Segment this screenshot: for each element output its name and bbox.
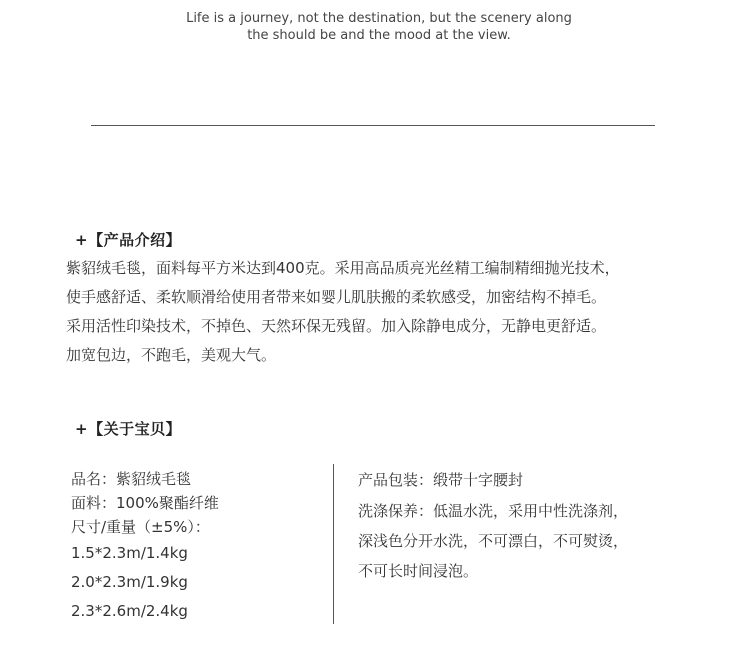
horizontal-divider <box>91 125 655 126</box>
spec-list-left <box>71 467 219 626</box>
size-option: 2.3*2.6m/2.4kg <box>71 602 188 620</box>
care-info-line: 深浅色分开水洗，不可漂白，不可熨烫， <box>358 532 629 550</box>
size-weight-label: 尺寸/重量（±5%）： <box>71 518 210 536</box>
product-material: 面料：100%聚酯纤维 <box>71 494 219 512</box>
product-intro-text <box>66 254 746 370</box>
tagline-line-2: the should be and the mood at the view. <box>247 28 511 43</box>
intro-line: 采用活性印染技术，不掉色、天然环保无残留。加入除静电成分，无静电更舒适。 <box>66 317 607 335</box>
vertical-divider <box>333 464 334 624</box>
tagline <box>0 10 750 44</box>
care-info-line: 不可长时间浸泡。 <box>358 562 479 580</box>
spec-list-right <box>358 467 628 586</box>
packaging-info: 产品包装：缎带十字腰封 <box>358 471 524 489</box>
size-option: 1.5*2.3m/1.4kg <box>71 544 188 562</box>
size-option: 2.0*2.3m/1.9kg <box>71 573 188 591</box>
care-info-line: 洗涤保养：低温水洗，采用中性洗涤剂， <box>358 502 629 520</box>
product-intro-heading: +【产品介绍】 <box>75 231 182 249</box>
intro-line: 紫貂绒毛毯，面料每平方米达到400克。采用高品质亮光丝精工编制精细抛光技术， <box>66 259 620 277</box>
intro-line: 加宽包边，不跑毛，美观大气。 <box>66 346 277 364</box>
about-item-heading: +【关于宝贝】 <box>75 420 182 438</box>
product-name: 品名：紫貂绒毛毯 <box>71 470 192 488</box>
tagline-line-1: Life is a journey, not the destination, but the scenery along <box>186 11 572 26</box>
intro-line: 使手感舒适、柔软顺滑给使用者带来如婴儿肌肤搬的柔软感受，加密结构不掉毛。 <box>66 288 607 306</box>
